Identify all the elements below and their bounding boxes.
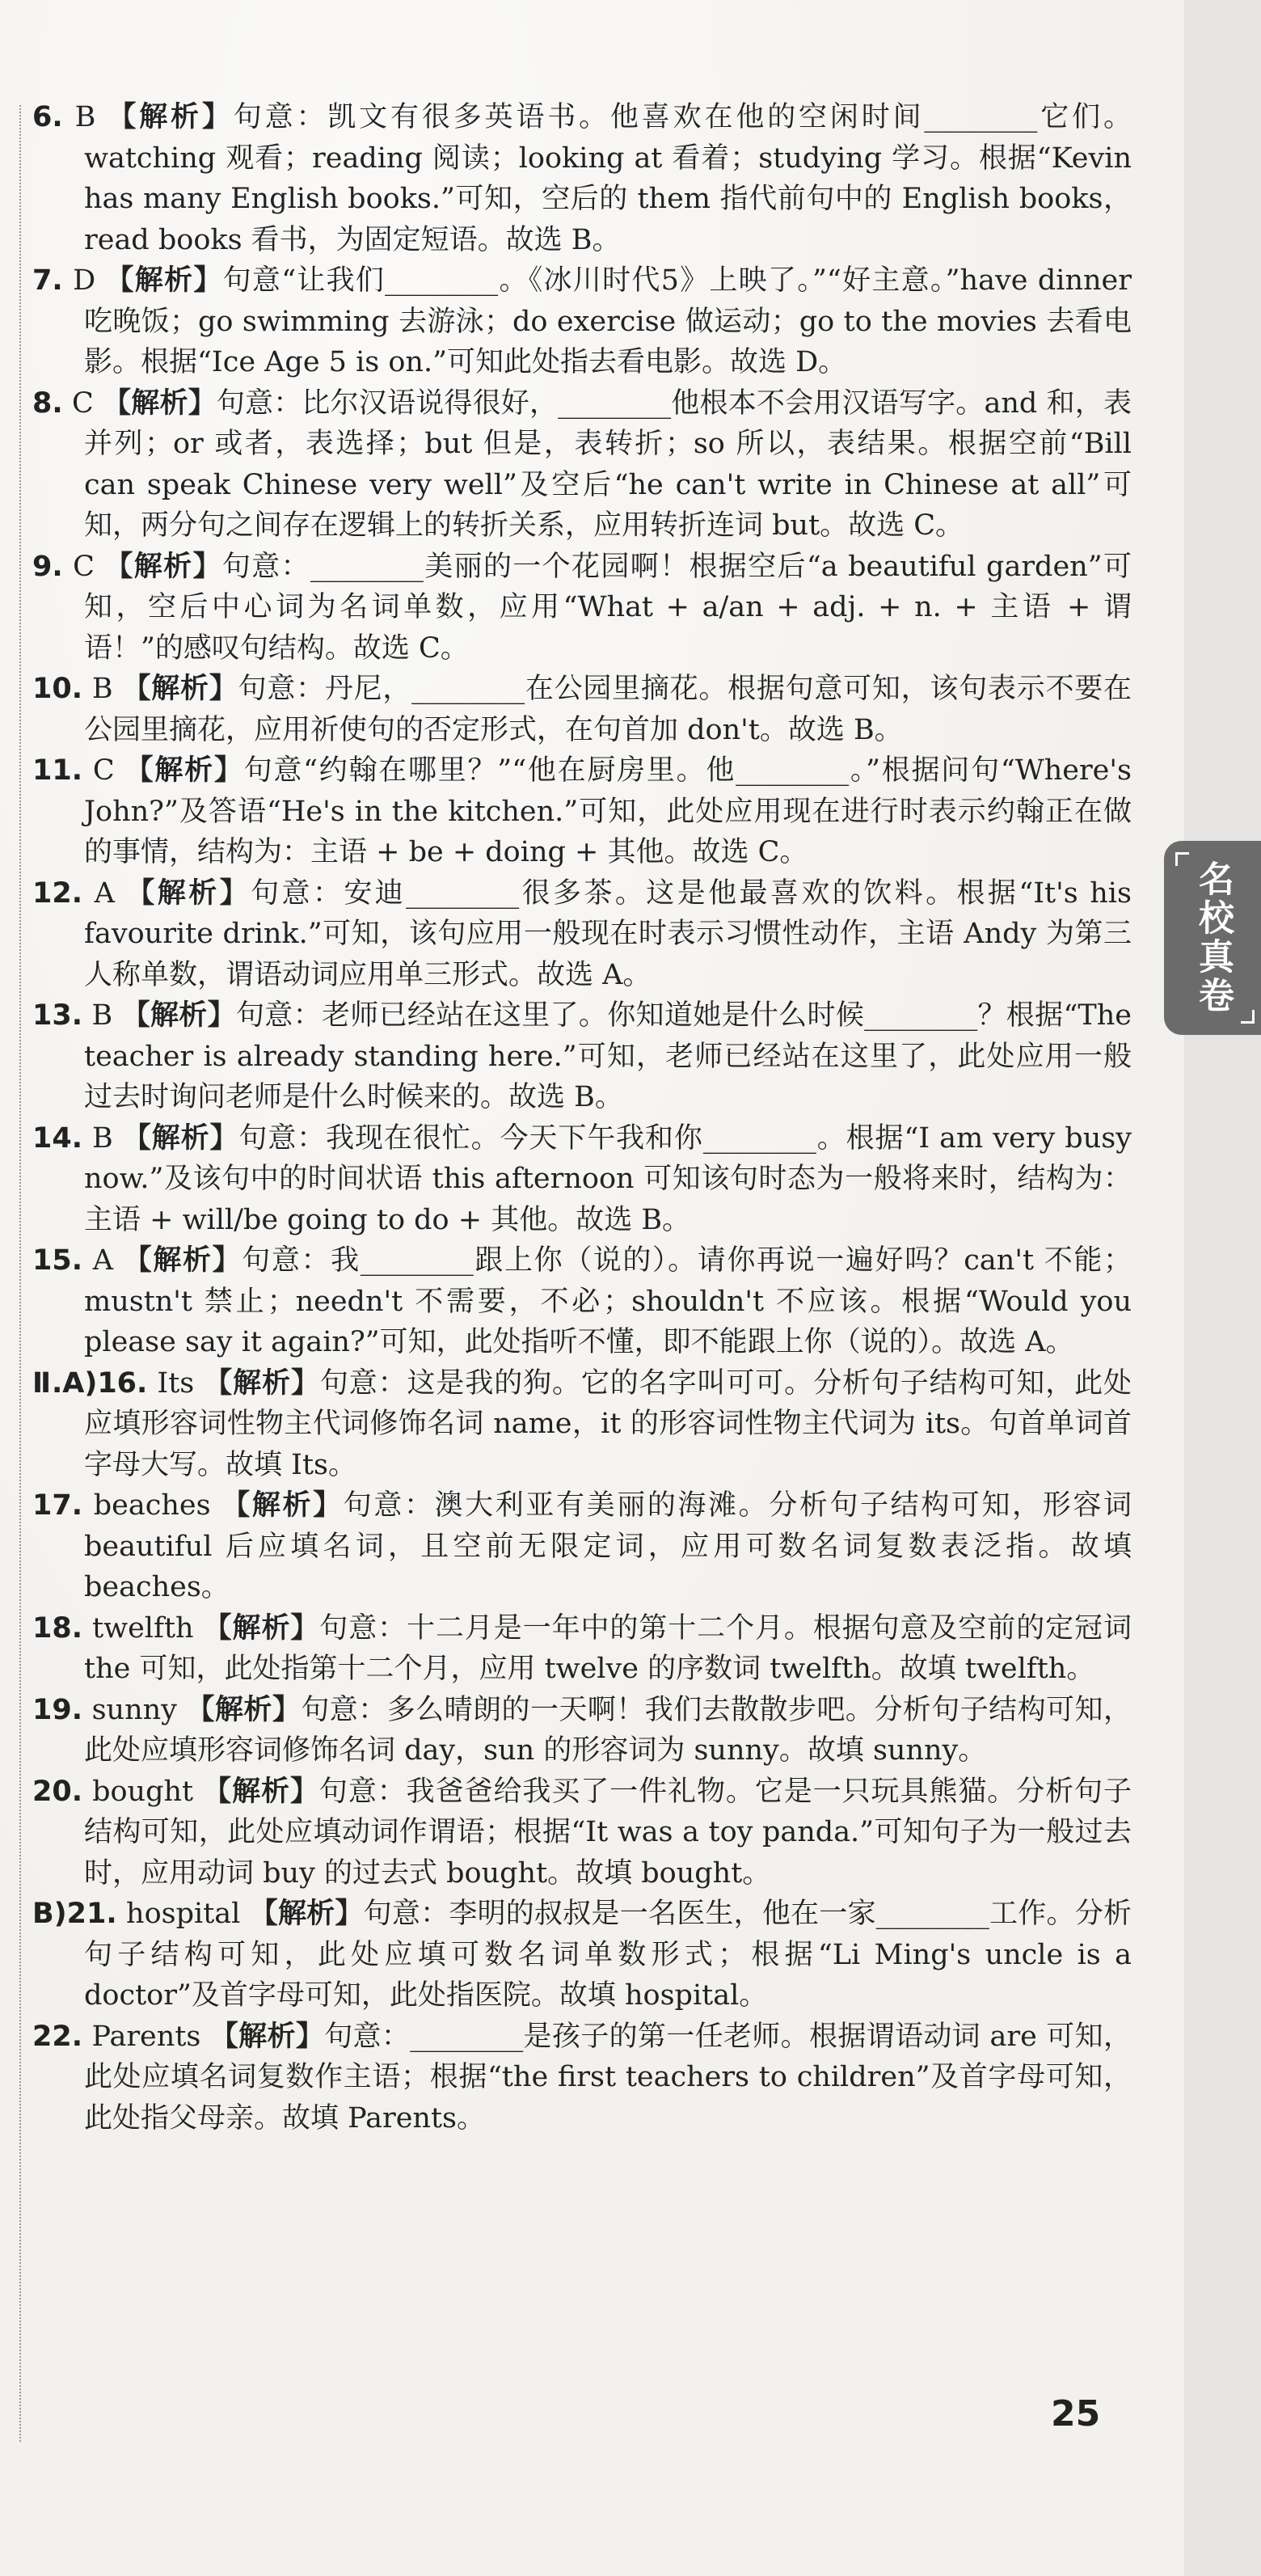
analysis-tag: 【解析】 xyxy=(209,2019,325,2053)
item-explanation: 句意：丹尼，________在公园里摘花。根据句意可知，该句表示不要在公园里摘花，应用祈使句的否定形式，在句首加 don't。故选 B。 xyxy=(84,673,1132,746)
analysis-tag: 【解析】 xyxy=(203,1774,319,1808)
item-explanation: 句意：李明的叔叔是一名医生，他在一家________工作。分析句子结构可知，此处应填可数名词单数形式；根据“Li Ming's uncle is a doctor”及首字母可知，此处指医院。故填 hospital。 xyxy=(84,1898,1132,2012)
item-answer: Its xyxy=(157,1366,195,1400)
analysis-tag: 【解析】 xyxy=(105,264,223,297)
item-explanation: 句意：________美丽的一个花园啊！根据空后“a beautiful garden”可知，空后中心词为名词单数，应用“What + a/an + adj. + n. + 主语 + 谓语！”的感叹句结构。故选 C。 xyxy=(84,550,1132,665)
item-explanation: 句意：我________跟上你（说的）。请你再说一遍好吗？can't 不能；mustn't 禁止；needn't 不需要，不必；shouldn't 不应该。根据“Would you please say it again?”可知，此处指听不懂，即不能跟上你（说的）。故选 A。 xyxy=(84,1244,1132,1358)
side-tab-label: 名校真卷 xyxy=(1192,860,1234,1016)
answer-item xyxy=(32,383,1132,547)
item-answer: C xyxy=(92,754,115,787)
answer-item xyxy=(32,1240,1132,1363)
item-answer: D xyxy=(73,264,96,297)
item-answer: B xyxy=(74,101,96,133)
item-answer: sunny xyxy=(91,1693,177,1726)
tab-corner-icon xyxy=(1241,1010,1255,1024)
item-explanation: 句意：安迪________很多茶。这是他最喜欢的饮料。根据“It's his favourite drink.”可知，该句应用一般现在时表示习惯性动作，主语 Andy 为第三人称单数，谓语动词应用单三形式。故选 A。 xyxy=(84,876,1132,991)
right-margin-strip xyxy=(1184,0,1261,2576)
answer-item xyxy=(32,1690,1132,1772)
item-number: 20. xyxy=(32,1775,83,1808)
item-answer: B xyxy=(91,673,113,705)
item-explanation: 句意：老师已经站在这里了。你知道她是什么时候________？根据“The teacher is already standing here.”可知，老师已经站在这里了，此处应用一般过去时询问老师是什么时候来的。故选 B。 xyxy=(84,999,1132,1113)
item-number: 22. xyxy=(32,2020,83,2053)
item-explanation: 句意：我现在很忙。今天下午我和你________。根据“I am very busy now.”及该句中的时间状语 this afternoon 可知该句时态为一般将来时，结构为：主语 + will/be going to do + 其他。故选 B。 xyxy=(84,1121,1132,1236)
analysis-tag: 【解析】 xyxy=(122,672,238,705)
side-tab xyxy=(1164,841,1261,1035)
answer-item xyxy=(32,2016,1132,2139)
answer-item xyxy=(32,750,1132,873)
analysis-tag: 【解析】 xyxy=(104,549,222,583)
answer-item xyxy=(32,1894,1132,2016)
analysis-tag: 【解析】 xyxy=(221,1489,344,1522)
item-number: 9. xyxy=(32,550,63,583)
answer-item xyxy=(32,995,1132,1118)
analysis-tag: 【解析】 xyxy=(186,1692,302,1726)
answer-item xyxy=(32,873,1132,996)
analysis-tag: 【解析】 xyxy=(249,1897,364,1930)
item-number: 15. xyxy=(32,1244,83,1277)
item-number: 18. xyxy=(32,1611,83,1645)
answer-item xyxy=(32,1118,1132,1241)
item-explanation: 句意：________是孩子的第一任老师。根据谓语动词 are 可知，此处应填名词复数作主语；根据“the first teachers to children”及首字母可知，此处指父母亲。故填 Parents。 xyxy=(84,2020,1132,2135)
item-answer: twelfth xyxy=(92,1611,194,1645)
item-number: 14. xyxy=(32,1121,83,1155)
item-number: 8. xyxy=(32,386,63,420)
answer-item xyxy=(32,1608,1132,1690)
item-answer: A xyxy=(94,876,115,910)
item-answer: C xyxy=(71,386,94,420)
item-answer: bought xyxy=(92,1775,194,1808)
item-explanation: 句意：澳大利亚有美丽的海滩。分析句子结构可知，形容词 beautiful 后应填名词，且空前无限定词，应用可数名词复数表泛指。故填 beaches。 xyxy=(84,1489,1132,1603)
item-explanation: 句意：十二月是一年中的第十二个月。根据句意及空前的定冠词 the 可知，此处指第十二个月，应用 twelve 的序数词 twelfth。故填 twelfth。 xyxy=(84,1611,1132,1685)
answer-item xyxy=(32,1363,1132,1486)
item-answer: Parents xyxy=(91,2020,201,2053)
analysis-tag: 【解析】 xyxy=(123,1244,242,1277)
item-number: 11. xyxy=(32,754,83,787)
item-answer: A xyxy=(92,1244,114,1277)
item-number: 13. xyxy=(32,999,83,1032)
answer-item xyxy=(32,260,1132,383)
answer-item xyxy=(32,547,1132,669)
answer-item xyxy=(32,669,1132,750)
item-number: 17. xyxy=(32,1489,83,1522)
analysis-tag: 【解析】 xyxy=(124,754,244,787)
analysis-tag: 【解析】 xyxy=(204,1366,320,1400)
item-number: 12. xyxy=(32,876,83,910)
item-number: 7. xyxy=(32,264,63,297)
item-answer: beaches xyxy=(93,1489,211,1522)
item-explanation: 句意：多么晴朗的一天啊！我们去散散步吧。分析句子结构可知，此处应填形容词修饰名词 day，sun 的形容词为 sunny。故填 sunny。 xyxy=(84,1693,1132,1767)
item-explanation: 句意“约翰在哪里？”“他在厨房里。他________。”根据问句“Where's John?”及答语“He's in the kitchen.”可知，此处应用现在进行时表示约翰正在做的事情，结构为：主语 + be + doing + 其他。故选 C。 xyxy=(84,754,1132,868)
analysis-tag: 【解析】 xyxy=(103,386,217,420)
item-explanation: 句意：这是我的狗。它的名字叫可可。分析句子结构可知，此处应填形容词性物主代词修饰名词 name，it 的形容词性物主代词为 its。句首单词首字母大写。故填 Its。 xyxy=(84,1366,1132,1481)
dotted-margin-line xyxy=(19,105,21,2442)
item-answer: hospital xyxy=(126,1898,241,1930)
item-explanation: 句意：我爸爸给我买了一件礼物。它是一只玩具熊猫。分析句子结构可知，此处应填动词作谓语；根据“It was a toy panda.”可知句子为一般过去时，应用动词 buy 的过去式 bought。故填 bought。 xyxy=(84,1775,1132,1890)
answer-item xyxy=(32,97,1132,260)
item-explanation: 句意：比尔汉语说得很好，________他根本不会用汉语写字。and 和，表并列；or 或者，表选择；but 但是，表转折；so 所以，表结果。根据空前“Bill can speak Chinese very well”及空后“he can't write in Chinese at all”可知，两分句之间存在逻辑上的转折关系，应用转折连词 but。故选 C。 xyxy=(84,386,1132,542)
answer-item xyxy=(32,1772,1132,1894)
item-number: 10. xyxy=(32,673,83,705)
item-number: Ⅱ.A)16. xyxy=(32,1366,148,1400)
item-number: 19. xyxy=(32,1693,83,1726)
analysis-tag: 【解析】 xyxy=(122,1121,239,1155)
item-answer: B xyxy=(92,1121,113,1155)
analysis-tag: 【解析】 xyxy=(121,999,236,1032)
item-number: 6. xyxy=(32,101,63,133)
analysis-tag: 【解析】 xyxy=(108,100,234,133)
page-number: 25 xyxy=(1051,2393,1101,2435)
item-number: B)21. xyxy=(32,1898,117,1930)
answer-item xyxy=(32,1485,1132,1608)
answer-explanations xyxy=(32,97,1132,2139)
item-answer: B xyxy=(91,999,113,1032)
analysis-tag: 【解析】 xyxy=(126,876,251,910)
tab-corner-icon xyxy=(1175,852,1189,866)
analysis-tag: 【解析】 xyxy=(203,1611,320,1645)
item-explanation: 句意“让我们________。《冰川时代5》上映了。”“好主意。”have dinner 吃晚饭；go swimming 去游泳；do exercise 做运动；go to the movies 去看电影。根据“Ice Age 5 is on.”可知此处指去看电影。故选 D。 xyxy=(84,264,1132,378)
item-explanation: 句意：凯文有很多英语书。他喜欢在他的空闲时间________它们。watching 观看；reading 阅读；looking at 看着；studying 学习。根据“Kevin has many English books.”可知，空后的 them 指代前句中的 English books，read books 看书，为固定短语。故选 B。 xyxy=(84,101,1132,256)
item-answer: C xyxy=(73,550,95,583)
